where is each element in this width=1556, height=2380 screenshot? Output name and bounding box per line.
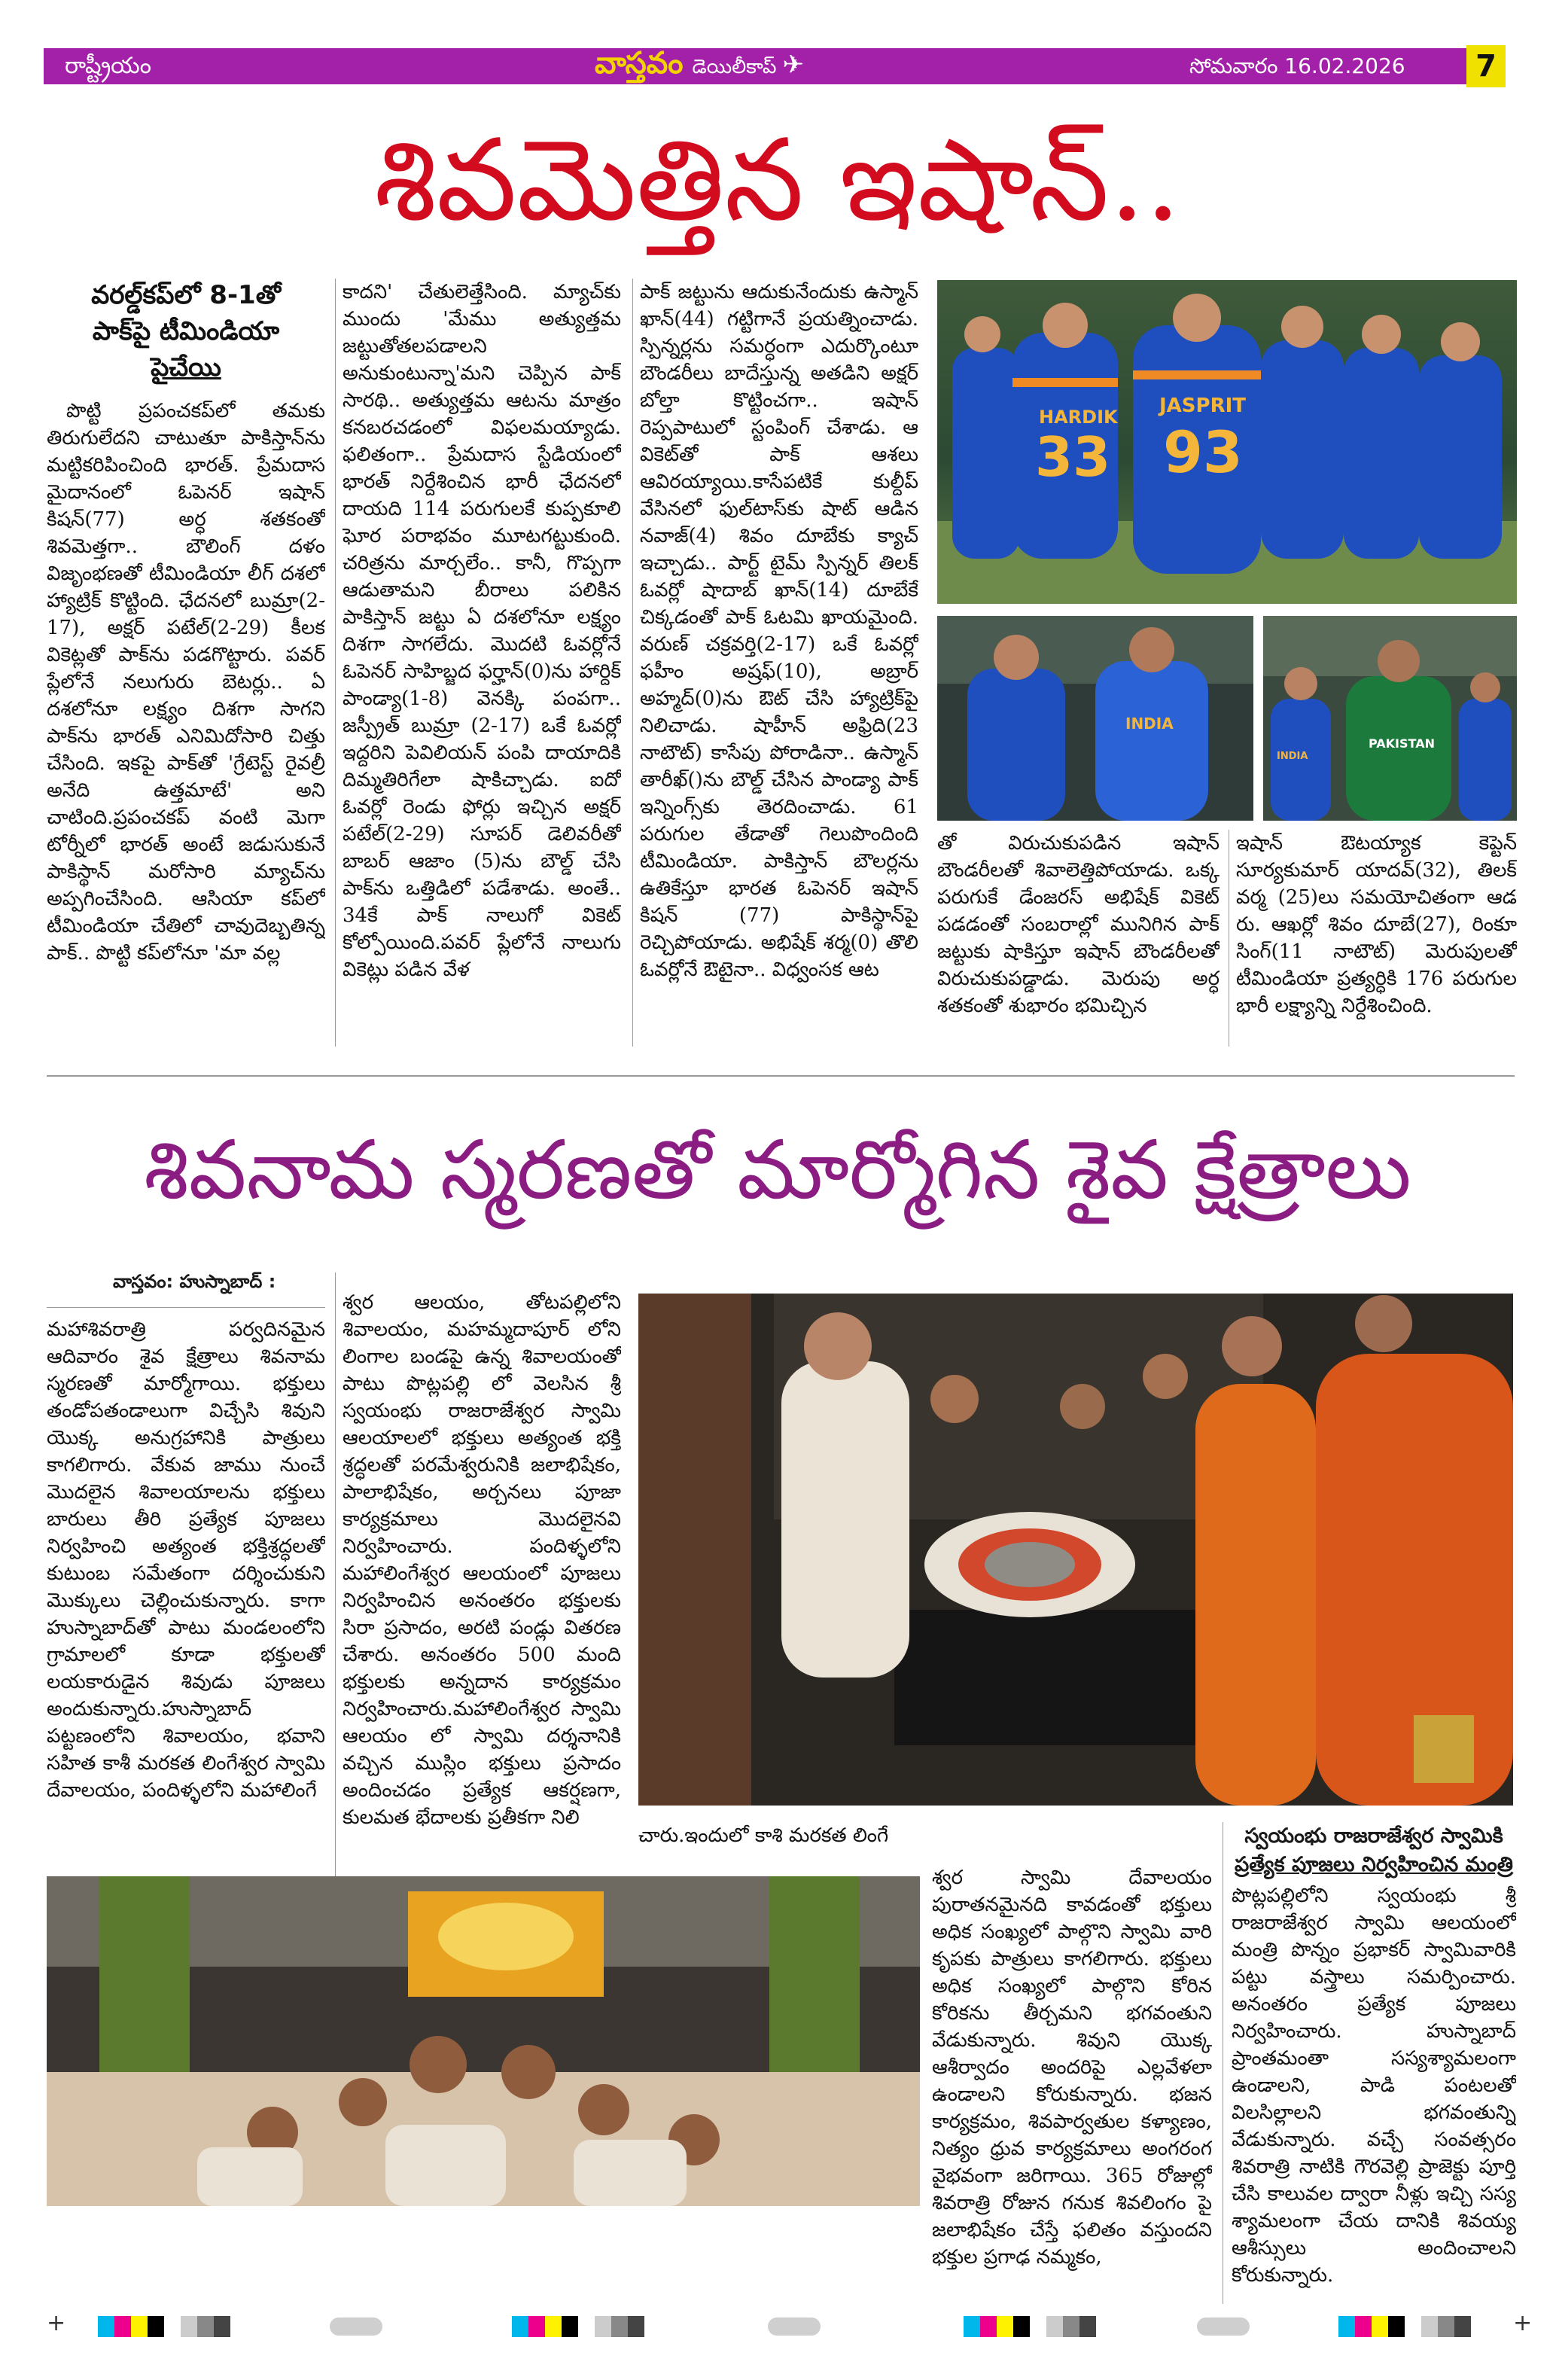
handshake-photo — [937, 616, 1253, 821]
color-bar — [512, 2316, 644, 2337]
page-number: 7 — [1466, 45, 1506, 87]
temple-puja-photo — [638, 1294, 1513, 1806]
story1-column-3: పాక్ జట్టును ఆదుకునేందుకు ఉస్మాన్ ఖాన్(44) గట్టిగానే ప్రయత్నించాడు. స్పిన్నర్లను సమర్ధంగా ఎదుర్కొంటూ బౌండరీలు బాదేస్తున్న అతడిని అక్షర్ బోల్తా కొట్టించగా.. ఇషాన్ రెప్పపాటులో స్టంపింగ్ చేశాడు. ఆ వికెట్‌తో పాక్ ఆశలు ఆవిరయ్యాయి.కాసేపటికే కుల్దీప్ వేసినలో ఫుల్‌టాస్‌కు షాట్ ఆడిన నవాజ్(4) శివం దూబేకు క్యాచ్ ఇచ్చాడు.. పార్ట్ టైమ్ స్పిన్నర్ తిలక్ ఓవర్లో షాదాబ్ ఖాన్(14) దూబేకే చిక్కడంతో పాక్ ఓటమి ఖాయమైంది. వరుణ్ చక్రవర్తి(2-17) ఒకే ఓవర్లో ఫహీం అష్రఫ్(10), అబ్రార్ అహ్మద్(0)ను ఔట్ చేసి హ్యాట్రిక్‌పై నిలిచాడు. షాహీన్ అఫ్రిది(23 నాటౌట్) కాసేపు పోరాడినా.. ఉస్మాన్ తారీఖ్()ను బౌల్డ్ చేసిన పాండ్యా పాక్ ఇన్నింగ్స్‌కు తెరదించాడు. 61 పరుగుల తేడాతో గెలుపొందింది టీమిండియా. పాకిస్తాన్ బౌలర్లను ఉతికేస్తూ భారత ఓపెనర్ ఇషాన్ కిషన్ (77) పాకిస్థాన్‌పై రెచ్చిపోయాడు. అభిషేక్ శర్మ(0) తొలి ఓవర్లోనే ఔటైనా.. విధ్వంసక ఆట — [640, 281, 918, 981]
issue-date: సోమవారం 16.02.2026 — [1189, 53, 1405, 78]
brand-name: వాస్తవం — [595, 46, 684, 81]
jersey-number: 33 — [1035, 425, 1111, 489]
story2-column-3-lead: చారు.ఇందులో కాశి మరకత లింగే — [638, 1824, 889, 1847]
jersey-name: HARDIK — [1039, 407, 1118, 428]
story2-column-2: శ్వర ఆలయం, తోటపల్లిలోని శివాలయం, మహమ్మదాపూర్ లోని లింగాల బండపై ఉన్న శివాలయంతో పాటు పొట్లపల్లి లో వెలసిన శ్రీ స్వయంభు రాజరాజేశ్వర స్వామి ఆలయాలలో భక్తులు అత్యంత భక్తి శ్రద్ధలతో పరమేశ్వరునికి జలాభిషేకం, పాలాభిషేకం, అర్చనలు పూజా కార్యక్రమాలు మొదలైనవి నిర్వహించారు. పందిళ్ళలోని మహాలింగేశ్వర ఆలయంలో పూజలు నిర్వహించిన అనంతరం భక్తులకు సిరా ప్రసాదం, అరటి పండ్లు వితరణ చేశారు. అనంతరం 500 మంది భక్తులకు అన్నదాన కార్యక్రమం నిర్వహించారు.మహాలింగేశ్వర స్వామి ఆలయం లో స్వామి దర్శనానికి వచ్చిన ముస్లిం భక్తులు ప్రసాదం అందించడం ప్రత్యేక ఆకర్షణగా, కులమత భేదాలకు ప్రతీకగా నిలి — [343, 1291, 621, 1829]
story1-column-4: తో విరుచుకుపడిన ఇషాన్ బౌండరీలతో శివాలెత్తిపోయాడు. ఒక్క పరుగుకే డేంజరస్ అభిషేక్ వికెట్ పడడంతో సంబరాల్లో మునిగిన పాక్ జట్టుకు షాకిస్తూ ఇషాన్ బౌండరీలతో విరుచుకుపడ్డాడు. మెరుపు అర్ధ శతకంతో శుభారం భమిచ్చిన — [937, 832, 1220, 1017]
story2-column-1: మహాశివరాత్రి పర్వదినమైన ఆదివారం శైవ క్షేత్రాలు శివనామ స్మరణతో మార్మోగాయి. భక్తులు తండోపతండాలుగా విచ్చేసి శివుని యొక్క అనుగ్రహానికి పాత్రులు కాగలిగారు. వేకువ జాము నుంచే మొదలైన శివాలయాలను భక్తులు బారులు తీరి ప్రత్యేక పూజలు నిర్వహించి అత్యంత భక్తిశ్రద్ధలతో కుటుంబ సమేతంగా దర్శించుకుని మొక్కులు చెల్లించుకున్నారు. కాగా హుస్నాబాద్‌తో పాటు మండలంలోని గ్రామాలలో కూడా భక్తులతో లయకారుడైన శివుడు పూజలు అందుకున్నారు.హుస్నాబాద్ పట్టణంలోని శివాలయం, భవాని సహిత కాశీ మరకత లింగేశ్వర స్వామి దేవాలయం, పందిళ్ళలోని మహాలింగే — [47, 1318, 325, 1802]
story1-headline: శివమెత్తిన ఇషాన్.. — [374, 115, 1181, 246]
subhead-line: వరల్డ్‌కప్‌లో 8-1తో — [91, 280, 281, 310]
print-mark — [768, 2318, 821, 2336]
players-argument-photo — [1263, 616, 1517, 821]
subhead-line: పాక్‌పై టీమిండియా — [92, 316, 280, 346]
jersey-name: INDIA — [1125, 715, 1174, 733]
story1-subhead — [47, 277, 325, 385]
brand-subtitle: డెయిలీకాప్ — [692, 56, 777, 78]
subhead-line: పైచేయి — [151, 352, 221, 382]
story2-headline: శివనామ స్మరణతో మార్మోగిన శైవ క్షేత్రాలు — [144, 1123, 1411, 1217]
box-head-line: స్వయంభు రాజరాజేశ్వర స్వామికి — [1244, 1824, 1503, 1848]
jersey-number: 93 — [1163, 419, 1243, 486]
team-celebration-photo — [937, 280, 1517, 604]
dateline: వాస్తవం: హుస్నాబాద్ : — [113, 1271, 276, 1292]
color-bar — [964, 2316, 1096, 2337]
dateline-rule — [47, 1307, 325, 1308]
box-headline — [1232, 1822, 1516, 1879]
jersey-name: PAKISTAN — [1369, 736, 1435, 751]
section-label: రాష్ట్రీయం — [65, 53, 151, 79]
print-mark — [1197, 2318, 1250, 2336]
column-rule — [335, 279, 336, 1047]
box-head-line: ప్రత్యేక పూజలు నిర్వహించిన మంత్రి — [1235, 1853, 1513, 1876]
jersey-name: INDIA — [1277, 751, 1308, 762]
story1-column-5: ఇషాన్ ఔటయ్యాక కెప్టెన్ సూర్యకుమార్ యాదవ్(32), తిలక్ వర్మ (25)లు సమయోచితంగా ఆడ రు. ఆఖర్లో శివం దూబే(27), రింకూ సింగ్(11 నాటౌట్) మెరుపులతో టీమిండియా ప్రత్యర్ధికి 176 పరుగుల భారీ లక్ష్యాన్ని నిర్దేశించింది. — [1236, 832, 1517, 1017]
registration-mark: + — [1513, 2310, 1533, 2336]
temple-devotees-photo — [47, 1876, 920, 2206]
story-divider — [47, 1075, 1515, 1077]
bird-icon: ✈ — [782, 50, 804, 80]
story2-column-3: శ్వర స్వామి దేవాలయం పురాతనమైనది కావడంతో భక్తులు అధిక సంఖ్యలో పాల్గొని స్వామి వారి కృపకు పాత్రులు కాగలిగారు. భక్తులు అధిక సంఖ్యలో పాల్గొని కోరిన కోరికను తీర్చమని భగవంతుని వేడుకున్నారు. శివుని యొక్క ఆశీర్వాదం అందరిపై ఎల్లవేళలా ఉండాలని కోరుకున్నారు. భజన కార్యక్రమం, శివపార్వతుల కళ్యాణం, నిత్యం ధ్రువ కార్యక్రమాలు అంగరంగ వైభవంగా జరిగాయి. 365 రోజుల్లో శివరాత్రి రోజున గనుక శివలింగం పై జలాభిషేకం చేస్తే ఫలితం వస్తుందని భక్తుల ప్రగాఢ నమ్మకం, — [932, 1867, 1212, 2269]
story1-column-1: పొట్టి ప్రపంచకప్‌లో తమకు తిరుగులేదని చాటుతూ పాకిస్తాన్‌ను మట్టికరిపించింది భారత్. ప్రేమదాస మైదానంలో ఓపెనర్ ఇషాన్ కిషన్(77) అర్ధ శతకంతో శివమెత్తగా.. బౌలింగ్ దళం విజృంభణతో టీమిండియా లీగ్ దశలో హ్యాట్రిక్ కొట్టింది. ఛేదనలో బుమ్రా(2-17), అక్షర్ పటేల్(2-29) కీలక వికెట్లతో పాక్‌ను పడగొట్టారు. పవర్ ప్లేలోనే నలుగురు బెటర్లు.. ఏ దశలోనూ లక్ష్యం దిశగా సాగని పాక్‌ను భారత్ ఎనిమిదోసారి చిత్తు చేసింది. ఇకపై పాక్‌తో 'గ్రేటెస్ట్ రైవల్రీ అనేది ఉత్తమాటే' అని చాటింది.ప్రపంచకప్ వంటి మెగా టోర్నీలో భారత్ అంటే జడుసుకునే పాకిస్థాన్ మరోసారి మ్యాచ్‌ను అప్పగించేసింది. ఆసియా కప్‌లో టీమిండియా చేతిలో చావుదెబ్బతిన్న పాక్.. పొట్టి కప్‌లోనూ 'మా వల్ల — [47, 400, 325, 964]
color-bar — [1338, 2316, 1471, 2337]
registration-mark: + — [47, 2310, 66, 2336]
story1-column-2: కాదని' చేతులెత్తేసింది. మ్యాచ్‌కు ముందు 'మేము అత్యుత్తమ జట్టుతోతలపడాలని అనుకుంటున్నా'మని చెప్పిన పాక్ సారథి.. అత్యుత్తమ ఆటను మాత్రం కనబరచడంలో విఫలమయ్యాడు. ఫలితంగా.. ప్రేమదాస స్టేడియంలో భారత్ నిర్దేశించిన భారీ ఛేదనలో దాయది 114 పరుగులకే కుప్పకూలి ఘోర పరాభవం మూటగట్టుకుంది. చరిత్రను మార్చలేం.. కానీ, గొప్పగా ఆడుతామని బీరాలు పలికిన పాకిస్తాన్ జట్టు ఏ దశలోనూ లక్ష్యం దిశగా సాగలేదు. మొదటి ఓవర్లోనే ఓపెనర్ సాహిబ్జద ఫర్హాన్(0)ను హార్దిక్ పాండ్యా(1-8) వెనక్కి పంపగా.. జస్ప్రీత్ బుమ్రా (2-17) ఒకే ఓవర్లో ఇద్దరిని పెవిలియన్ పంపి దాయాదికి దిమ్మతిరిగేలా షాకిచ్చాడు. ఐదో ఓవర్లో రెండు ఫోర్లు ఇచ్చిన అక్షర్ పటేల్(2-29) సూపర్ డెలివరీతో బాబర్ ఆజాం (5)ను బౌల్డ్ చేసి పాక్‌ను ఒత్తిడిలో పడేశాడు. అంతే.. 34కే పాక్ నాలుగో వికెట్ కోల్పోయింది.పవర్ ప్లేలోనే నాలుగు వికెట్లు పడిన వేళ — [343, 281, 621, 981]
column-rule — [632, 279, 633, 1047]
masthead — [595, 45, 804, 85]
print-mark — [330, 2318, 382, 2336]
story2-column-4: పొట్లపల్లిలోని స్వయంభు శ్రీ రాజరాజేశ్వర స్వామి ఆలయంలో మంత్రి పొన్నం ప్రభాకర్ స్వామివారికి పట్టు వస్త్రాలు సమర్పించారు. అనంతరం ప్రత్యేక పూజలు నిర్వహించారు. హుస్నాబాద్ ప్రాంతమంతా సస్యశ్యామలంగా ఉండాలని, పాడి పంటలతో విలసిల్లాలని భగవంతున్ని వేడుకున్నారు. వచ్చే సంవత్సరం శివరాత్రి నాటికి గౌరవెల్లి ప్రాజెక్టు పూర్తి చేసి కాలువల ద్వారా నీళ్లు ఇచ్చి సస్య శ్యామలంగా చేయ దానికి శివయ్య ఆశీస్సులు అందించాలని కోరుకున్నారు. — [1232, 1885, 1516, 2287]
color-bar — [98, 2316, 230, 2337]
jersey-name: JASPRIT — [1159, 395, 1247, 417]
